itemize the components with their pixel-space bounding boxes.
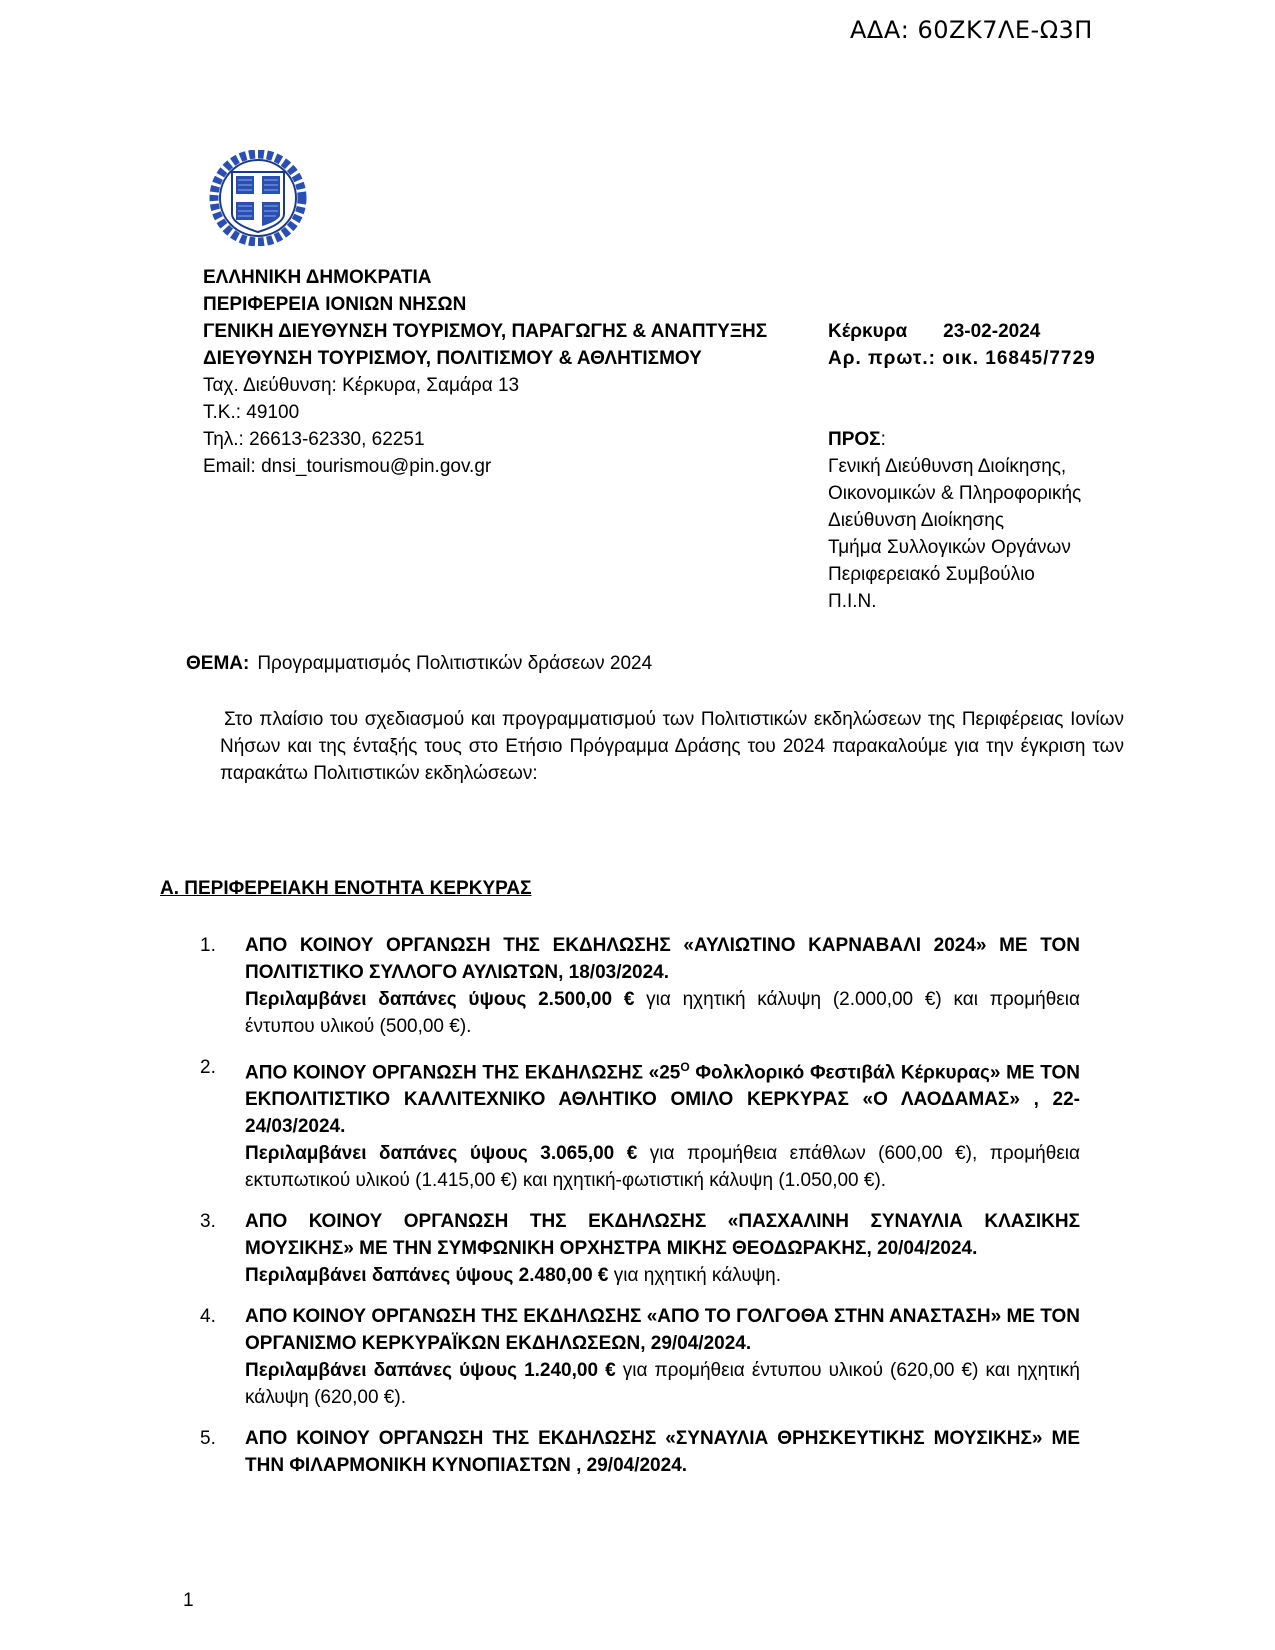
recipient-line: Οικονομικών & Πληροφορικής (828, 483, 1082, 504)
section-title: Α. ΠΕΡΙΦΕΡΕΙΑΚΗ ΕΝΟΤΗΤΑ ΚΕΡΚΥΡΑΣ (160, 878, 532, 899)
list-item (200, 1054, 1080, 1194)
greek-coat-of-arms-icon (208, 150, 308, 246)
recipient-colon: : (880, 429, 886, 450)
cost-amount: Περιλαμβάνει δαπάνες ύψους 1.240,00 € (245, 1360, 616, 1382)
item-number: 4. (200, 1306, 216, 1328)
item-cost (245, 1357, 1080, 1411)
cost-details: για προμήθεια επάθλων (600,00 €), προμήθεια εκτυπωτικού υλικού (1.415,00 €) και ηχητική-φωτιστική κάλυψη (1.050,00 €). (245, 1143, 1080, 1192)
list-item (200, 932, 1080, 1040)
cost-details: για ηχητική κάλυψη. (608, 1265, 782, 1287)
sender-block (203, 264, 767, 480)
item-number: 5. (200, 1428, 216, 1450)
subject-line (186, 653, 652, 675)
cost-amount: Περιλαμβάνει δαπάνες ύψους 2.480,00 € (245, 1265, 609, 1287)
title-part: Φολκλορικό Φεστιβάλ Κέρκυρας» ΜΕ ΤΟΝ ΕΚΠΟΛΙΤΙΣΤΙΚΟ ΚΑΛΛΙΤΕΧΝΙΚΟ ΑΘΛΗΤΙΚΟ ΟΜΙΛΟ ΚΕΡΚΥΡΑΣ «Ο ΛΑΟΔΑΜΑΣ» , 22-24/03/2024. (245, 1062, 1081, 1138)
ada-code: ΑΔΑ: 60ΖΚ7ΛΕ-Ω3Π (850, 16, 1093, 44)
cost-amount: Περιλαμβάνει δαπάνες ύψους 3.065,00 € (245, 1143, 638, 1165)
recipient-line: Τμήμα Συλλογικών Οργάνων (828, 537, 1071, 558)
subject-label: ΘΕΜΑ: (186, 653, 250, 674)
sender-line: ΕΛΛΗΝΙΚΗ ΔΗΜΟΚΡΑΤΙΑ (203, 267, 432, 288)
subject-text: Προγραμματισμός Πολιτιστικών δράσεων 2024 (257, 653, 653, 674)
item-cost (245, 1140, 1080, 1194)
protocol-number: Αρ. πρωτ.: οικ. 16845/7729 (828, 348, 1096, 369)
recipient-line: Π.Ι.Ν. (828, 591, 877, 612)
recipient-block (828, 426, 1081, 615)
sender-line: ΠΕΡΙΦΕΡΕΙΑ ΙΟΝΙΩΝ ΝΗΣΩΝ (203, 294, 467, 315)
sender-line: ΔΙΕΥΘΥΝΣΗ ΤΟΥΡΙΣΜΟΥ, ΠΟΛΙΤΙΣΜΟΥ & ΑΘΛΗΤΙΣΜΟΥ (203, 348, 702, 369)
page-number: 1 (183, 1590, 194, 1611)
list-item (200, 1303, 1080, 1411)
item-cost (245, 1262, 1080, 1289)
list-item (200, 1425, 1080, 1479)
recipient-line: Περιφερειακό Συμβούλιο (828, 564, 1035, 585)
item-title: ΑΠΟ ΚΟΙΝΟΥ ΟΡΓΑΝΩΣΗ ΤΗΣ ΕΚΔΗΛΩΣΗΣ «ΑΥΛΙΩΤΙΝΟ ΚΑΡΝΑΒΑΛΙ 2024» ΜΕ ΤΟΝ ΠΟΛΙΤΙΣΤΙΚΟ ΣΥΛΛΟΓΟ ΑΥΛΙΩΤΩΝ, 18/03/2024. (245, 935, 1080, 983)
place: Κέρκυρα (828, 321, 908, 342)
sender-address: Ταχ. Διεύθυνση: Κέρκυρα, Σαμάρα 13 (203, 375, 520, 396)
item-title: ΑΠΟ ΚΟΙΝΟΥ ΟΡΓΑΝΩΣΗ ΤΗΣ ΕΚΔΗΛΩΣΗΣ «ΑΠΟ ΤΟ ΓΟΛΓΟΘΑ ΣΤΗΝ ΑΝΑΣΤΑΣΗ» ΜΕ ΤΟΝ ΟΡΓΑΝΙΣΜΟ ΚΕΡΚΥΡΑΪΚΩΝ ΕΚΔΗΛΩΣΕΩΝ, 29/04/2024. (245, 1306, 1080, 1355)
document-date: 23-02-2024 (943, 321, 1041, 342)
title-part: ΑΠΟ ΚΟΙΝΟΥ ΟΡΓΑΝΩΣΗ ΤΗΣ ΕΚΔΗΛΩΣΗΣ «25 (245, 1062, 681, 1084)
sender-email: Email: dnsi_tourismou@pin.gov.gr (203, 456, 492, 477)
sender-line: ΓΕΝΙΚΗ ΔΙΕΥΘΥΝΣΗ ΤΟΥΡΙΣΜΟΥ, ΠΑΡΑΓΩΓΗΣ & ΑΝΑΠΤΥΞΗΣ (203, 321, 768, 342)
document-meta (828, 318, 1096, 372)
sender-phone: Τηλ.: 26613-62330, 62251 (203, 429, 425, 450)
intro-paragraph: Στο πλαίσιο του σχεδιασμού και προγραμματισμού των Πολιτιστικών εκδηλώσεων της Περιφέρειας Ιονίων Νήσων και της ένταξής τους στο Ετήσιο Πρόγραμμα Δράσης του 2024 παρακαλούμε για την έγκριση των παρακάτω Πολιτιστικών εκδηλώσεων: (220, 709, 1124, 784)
event-list (200, 932, 1080, 1493)
sender-postal-code: Τ.Κ.: 49100 (203, 402, 300, 423)
cost-details: για προμήθεια έντυπου υλικού (620,00 €) και ηχητική κάλυψη (620,00 €). (245, 1360, 1080, 1409)
item-title (245, 1054, 1080, 1140)
item-number: 1. (200, 935, 216, 956)
item-title: ΑΠΟ ΚΟΙΝΟΥ ΟΡΓΑΝΩΣΗ ΤΗΣ ΕΚΔΗΛΩΣΗΣ «ΠΑΣΧΑΛΙΝΗ ΣΥΝΑΥΛΙΑ ΚΛΑΣΙΚΗΣ ΜΟΥΣΙΚΗΣ» ΜΕ ΤΗΝ ΣΥΜΦΩΝΙΚΗ ΟΡΧΗΣΤΡΑ ΜΙΚΗΣ ΘΕΟΔΩΡΑΚΗΣ, 20/04/2024. (245, 1211, 1080, 1260)
cost-amount: Περιλαμβάνει δαπάνες ύψους 2.500,00 € (245, 989, 635, 1010)
recipient-line: Διεύθυνση Διοίκησης (828, 510, 1004, 531)
recipient-label: ΠΡΟΣ (828, 429, 881, 450)
item-cost (245, 986, 1080, 1040)
recipient-line: Γενική Διεύθυνση Διοίκησης, (828, 456, 1067, 477)
cost-details: για ηχητική κάλυψη (2.000,00 €) και προμήθεια έντυπου υλικού (500,00 €). (245, 989, 1080, 1037)
item-number: 3. (200, 1211, 216, 1233)
list-item (200, 1208, 1080, 1289)
title-superscript: Ο (680, 1060, 690, 1074)
item-number: 2. (200, 1057, 216, 1078)
item-title: ΑΠΟ ΚΟΙΝΟΥ ΟΡΓΑΝΩΣΗ ΤΗΣ ΕΚΔΗΛΩΣΗΣ «ΣΥΝΑΥΛΙΑ ΘΡΗΣΚΕΥΤΙΚΗΣ ΜΟΥΣΙΚΗΣ» ΜΕ ΤΗΝ ΦΙΛΑΡΜΟΝΙΚΗ ΚΥΝΟΠΙΑΣΤΩΝ , 29/04/2024. (245, 1428, 1080, 1477)
